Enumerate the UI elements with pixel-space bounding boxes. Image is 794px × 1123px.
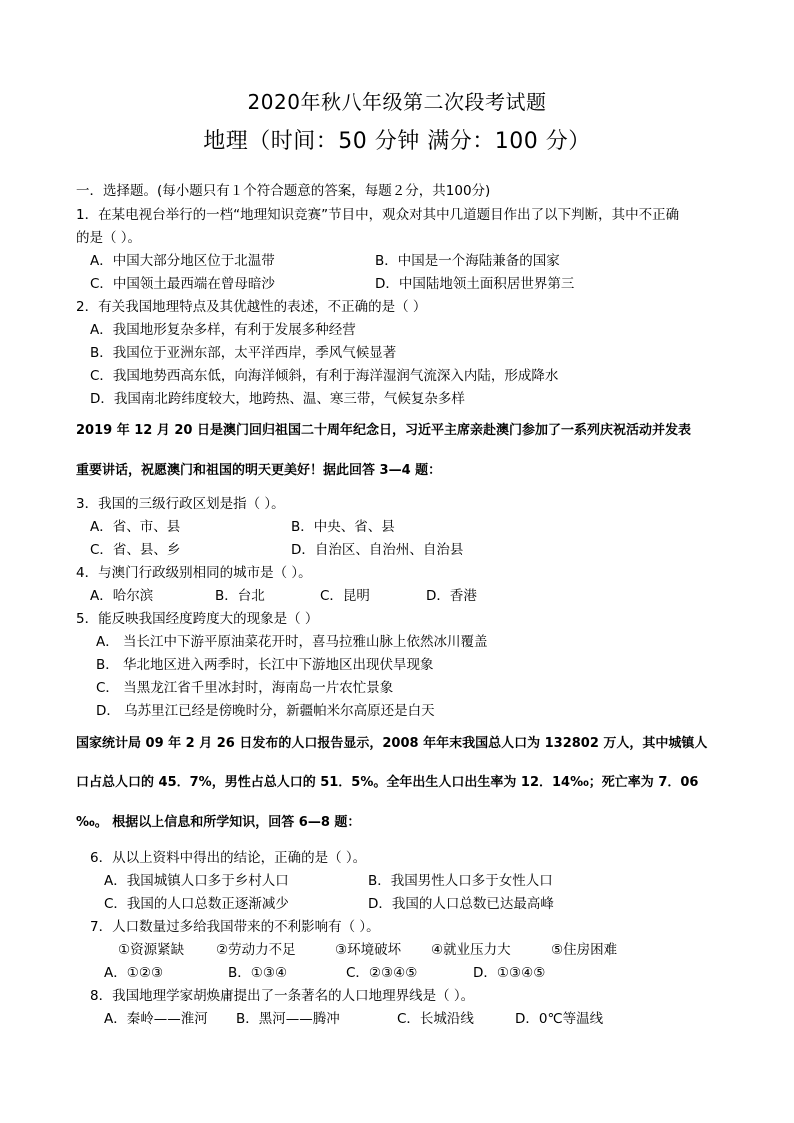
question-2-option-c: C．我国地势西高东低，向海洋倾斜，有利于海洋湿润气流深入内陆，形成降水 (90, 368, 559, 384)
question-1-option-c: C．中国领土最西端在曾母暗沙 (90, 276, 275, 292)
question-6-stem: 6．从以上资料中得出的结论，正确的是（ ）。 (90, 850, 367, 866)
exam-subtitle: 地理（时间：50 分钟 满分：100 分） (203, 129, 591, 154)
passage-1-line1: 2019 年 12 月 20 日是澳门回归祖国二十周年纪念日，习近平主席亲赴澳门参加了一系列庆祝活动并发表 (76, 423, 691, 438)
question-3-option-a: A．省、市、县 (90, 519, 181, 535)
question-7-item-1: ①资源紧缺 (118, 942, 185, 958)
passage-2-line1: 国家统计局 09 年 2 月 26 日发布的人口报告显示，2008 年年末我国总人口为 132802 万人，其中城镇人 (76, 736, 708, 751)
question-4-option-c: C．昆明 (320, 588, 370, 604)
question-1-option-d: D．中国陆地领土面积居世界第三 (375, 276, 575, 292)
passage-2-line3: ‰。 根据以上信息和所学知识，回答 6—8 题： (76, 815, 361, 830)
exam-title: 2020年秋八年级第二次段考试题 (247, 90, 547, 114)
question-7-item-5: ⑤住房困难 (551, 942, 618, 958)
passage-2-line2: 口占总人口的 45．7%，男性占总人口的 51．5%。全年出生人口出生率为 12．14‰；死亡率为 7．06 (76, 775, 699, 790)
question-7-item-3: ③环境破坏 (335, 942, 402, 958)
question-5-option-a: A． 当长江中下游平原油菜花开时，喜马拉雅山脉上依然冰川覆盖 (96, 634, 488, 650)
question-5-option-b: B． 华北地区进入两季时，长江中下游地区出现伏旱现象 (96, 657, 434, 673)
question-1-option-b: B．中国是一个海陆兼备的国家 (375, 253, 560, 269)
question-3-stem: 3．我国的三级行政区划是指（ ）。 (76, 496, 285, 512)
question-1-stem-line1: 1．在某电视台举行的一档“地理知识竞赛”节目中，观众对其中几道题目作出了以下判断，其中不正确 (76, 207, 680, 223)
question-7-option-b: B．①③④ (228, 965, 288, 981)
question-4-option-d: D．香港 (426, 588, 477, 604)
question-4-stem: 4．与澳门行政级别相同的城市是（ ）。 (76, 565, 312, 581)
question-2-option-b: B．我国位于亚洲东部，太平洋西岸，季风气候显著 (90, 345, 397, 361)
question-7-option-c: C．②③④⑤ (346, 965, 418, 981)
question-6-option-d: D．我国的人口总数已达最高峰 (368, 896, 554, 912)
question-7-item-2: ②劳动力不足 (216, 942, 296, 958)
question-4-option-b: B．台北 (215, 588, 265, 604)
question-3-option-c: C．省、县、乡 (90, 542, 181, 558)
question-8-option-a: A．秦岭——淮河 (104, 1011, 208, 1027)
question-6-option-c: C．我国的人口总数正逐渐减少 (104, 896, 289, 912)
question-6-option-a: A．我国城镇人口多于乡村人口 (104, 873, 289, 889)
question-4-option-a: A．哈尔滨 (90, 588, 154, 604)
question-3-option-b: B．中央、省、县 (291, 519, 395, 535)
question-8-option-d: D．0℃等温线 (515, 1011, 604, 1027)
question-2-option-d: D．我国南北跨纬度较大，地跨热、温、寒三带，气候复杂多样 (90, 391, 465, 407)
question-1-option-a: A．中国大部分地区位于北温带 (90, 253, 275, 269)
question-5-option-d: D． 乌苏里江已经是傍晚时分，新疆帕米尔高原还是白天 (96, 703, 435, 719)
question-8-option-c: C．长城沿线 (397, 1011, 474, 1027)
passage-1-line2: 重要讲话，祝愿澳门和祖国的明天更美好！据此回答 3—4 题： (76, 463, 442, 478)
question-8-option-b: B．黑河——腾冲 (236, 1011, 340, 1027)
question-7-option-a: A．①②③ (104, 965, 164, 981)
question-5-option-c: C． 当黑龙江省千里冰封时，海南岛一片农忙景象 (96, 680, 394, 696)
question-2-stem: 2．有关我国地理特点及其优越性的表述，不正确的是（ ） (76, 299, 427, 315)
question-6-option-b: B．我国男性人口多于女性人口 (368, 873, 553, 889)
question-2-option-a: A．我国地形复杂多样，有利于发展多种经营 (90, 322, 356, 338)
question-7-stem: 7．人口数量过多给我国带来的不利影响有（ ）。 (90, 919, 380, 935)
question-7-item-4: ④就业压力大 (431, 942, 511, 958)
question-1-stem-line2: 的是（ ）。 (76, 230, 142, 246)
question-5-stem: 5．能反映我国经度跨度大的现象是（ ） (76, 611, 319, 627)
section-heading: 一．选择题。(每小题只有１个符合题意的答案，每题２分，共100分) (76, 183, 491, 199)
question-7-option-d: D．①③④⑤ (473, 965, 546, 981)
question-8-stem: 8．我国地理学家胡焕庸提出了一条著名的人口地理界线是（ ）。 (90, 988, 475, 1004)
question-3-option-d: D．自治区、自治州、自治县 (291, 542, 464, 558)
